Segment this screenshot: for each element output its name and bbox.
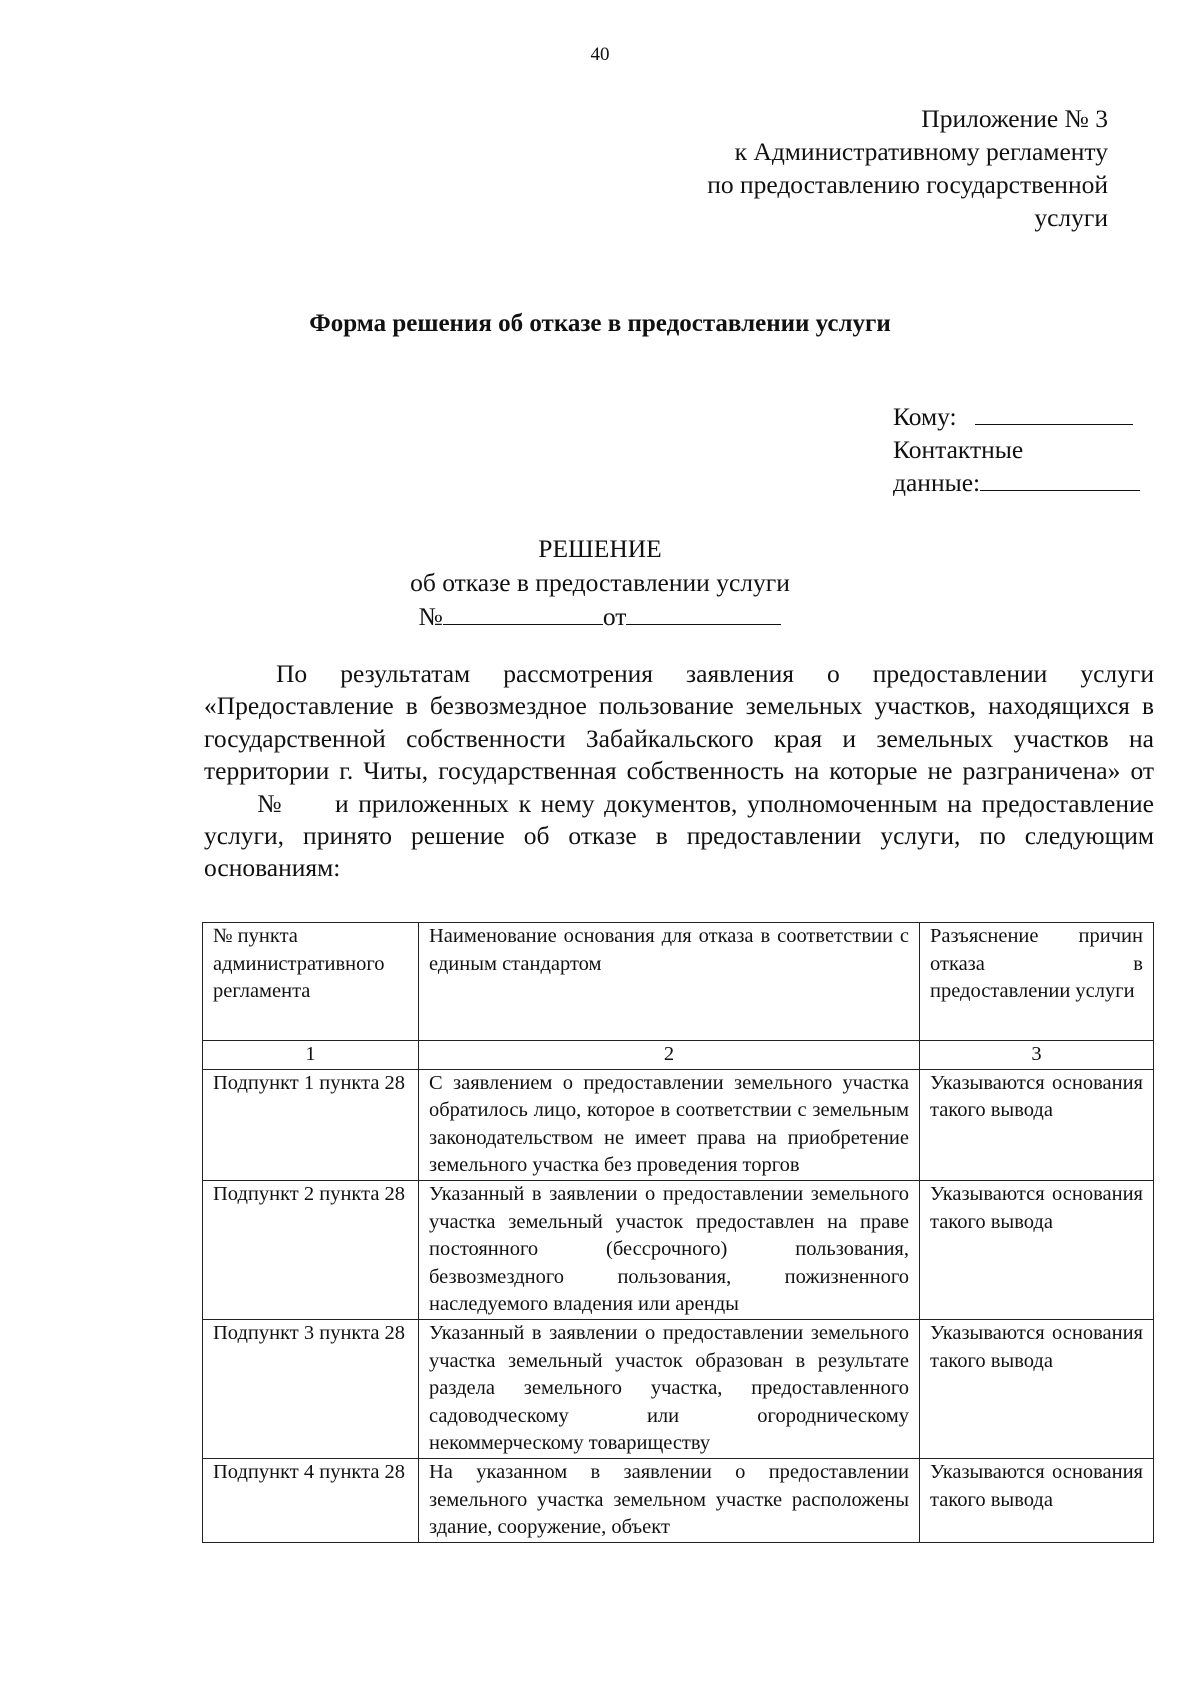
table-row: [203, 1319, 1154, 1458]
recipient-to-blank: [975, 400, 1133, 425]
explanation-cell: Указываются основания такого вывода: [920, 1180, 1154, 1319]
contact-label: Контактные: [893, 434, 1024, 464]
decision-number-line: [0, 600, 1200, 634]
column-number: 3: [920, 1041, 1154, 1070]
refusal-grounds-table: [202, 922, 1154, 1543]
date-label: от: [602, 602, 627, 631]
point-cell: Подпункт 3 пункта 28: [203, 1319, 419, 1458]
explanation-cell: Указываются основания такого вывода: [920, 1319, 1154, 1458]
contact-label: данные:: [893, 468, 981, 497]
body-text-part: По результатам рассмотрения заявления о предоставлении услуги «Предоставление в безвозмездное пользование земельных участков, находящихся в государственной собственности Забайкальского края и земельных участков на территории г. Читы, государственная собственность на которые не разграничена» от: [204, 659, 1154, 786]
appendix-line: по предоставлению государственной: [707, 170, 1108, 199]
appendix-line: Приложение № 3: [921, 104, 1108, 133]
ground-cell: На указанном в заявлении о предоставлении земельного участка земельном участке расположены здание, сооружение, объект: [419, 1458, 920, 1542]
appendix-header: [707, 102, 1108, 234]
explanation-cell: Указываются основания такого вывода: [920, 1069, 1154, 1180]
number-blank: [443, 600, 603, 625]
decision-heading: [0, 532, 1200, 634]
recipient-block: [893, 400, 1140, 500]
appendix-line: к Административному регламенту: [734, 137, 1108, 166]
date-blank: [626, 600, 781, 625]
appendix-line: услуги: [1034, 203, 1108, 232]
table-row: [203, 1069, 1154, 1180]
ground-cell: Указанный в заявлении о предоставлении земельного участка земельный участок образован в результате раздела земельного участка, предоставленного садоводческому или огородническому некоммерческому товариществу: [419, 1319, 920, 1458]
table-header-cell: № пункта административного регламента: [203, 923, 419, 1041]
ground-cell: С заявлением о предоставлении земельного участка обратилось лицо, которое в соответствии с земельным законодательством не имеет права на приобретение земельного участка без проведения торгов: [419, 1069, 920, 1180]
number-label: №: [418, 602, 443, 631]
table-header-row: [203, 923, 1154, 1041]
form-title: Форма решения об отказе в предоставлении услуги: [309, 310, 891, 337]
number-sign: №: [254, 788, 285, 818]
point-cell: Подпункт 4 пункта 28: [203, 1458, 419, 1542]
page-number: 40: [590, 44, 610, 65]
contact-blank: [980, 466, 1140, 491]
point-cell: Подпункт 2 пункта 28: [203, 1180, 419, 1319]
body-text-part: и приложенных к нему документов, уполномоченным на предоставление услуги, принято решение об отказе в предоставлении услуги, по следующим основаниям:: [204, 788, 1154, 883]
ground-cell: Указанный в заявлении о предоставлении земельного участка земельный участок предоставлен на праве постоянного (бессрочного) пользования, безвозмездного пользования, пожизненного наследуемого владения или аренды: [419, 1180, 920, 1319]
table-header-cell: Наименование основания для отказа в соответствии с единым стандартом: [419, 923, 920, 1041]
table-header-cell: Разъяснение причин отказа в предоставлении услуги: [920, 923, 1154, 1041]
explanation-cell: Указываются основания такого вывода: [920, 1458, 1154, 1542]
column-number: 1: [203, 1041, 419, 1070]
decision-body: [204, 658, 1154, 885]
recipient-to-label: Кому:: [893, 402, 957, 431]
point-cell: Подпункт 1 пункта 28: [203, 1069, 419, 1180]
table-row: [203, 1180, 1154, 1319]
decision-subtitle: об отказе в предоставлении услуги: [410, 568, 790, 597]
column-number: 2: [419, 1041, 920, 1070]
table-row: [203, 1458, 1154, 1542]
column-number-row: [203, 1041, 1154, 1070]
decision-title: РЕШЕНИЕ: [538, 534, 662, 563]
